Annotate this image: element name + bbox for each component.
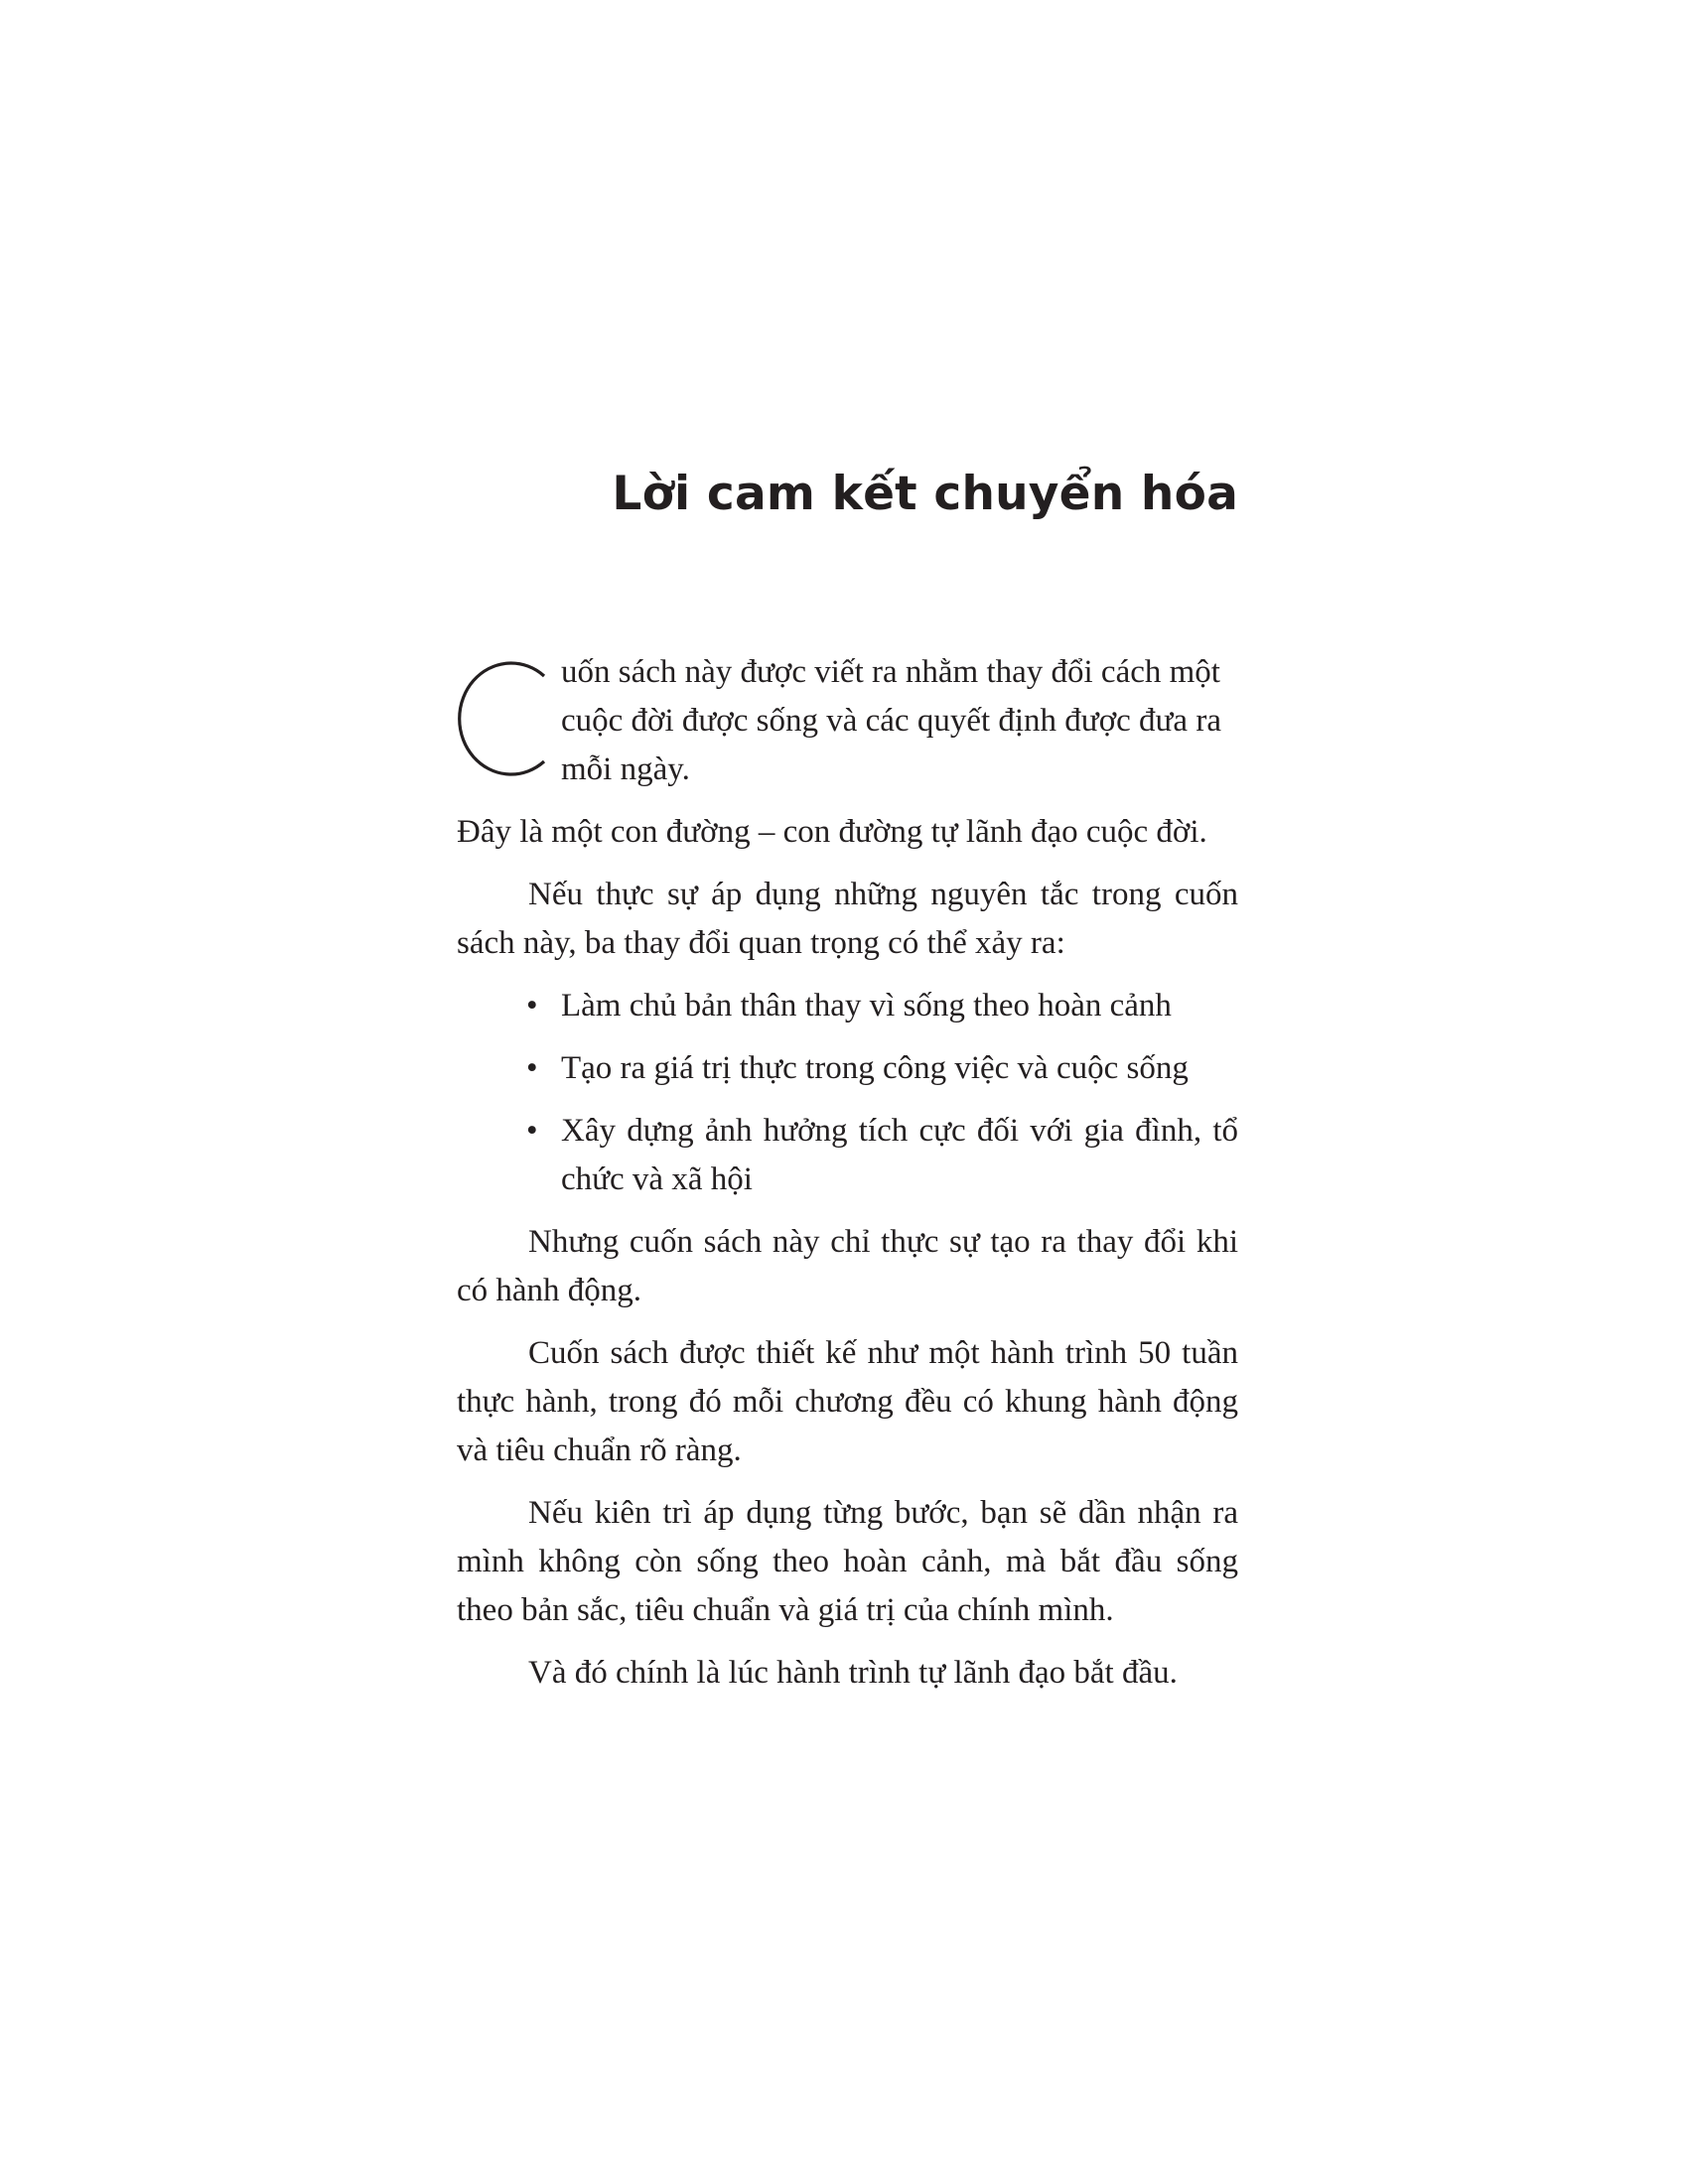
list-item: • Tạo ra giá trị thực trong công việc và cuộc sống [526, 1044, 1238, 1093]
bullet-icon: • [526, 988, 538, 1024]
list-item: • Xây dựng ảnh hưởng tích cực đối với gia đình, tổ chức và xã hội [526, 1107, 1238, 1204]
paragraph-3: Nhưng cuốn sách này chỉ thực sự tạo ra thay đổi khi có hành động. [457, 1224, 1238, 1308]
bullet-icon: • [526, 1113, 538, 1149]
list-item: • Làm chủ bản thân thay vì sống theo hoàn cảnh [526, 982, 1238, 1030]
bullet-icon: • [526, 1050, 538, 1086]
bullet-list [457, 982, 1238, 1204]
paragraph-2: Nếu thực sự áp dụng những nguyên tắc trong cuốn sách này, ba thay đổi quan trọng có thể xảy ra: [457, 877, 1238, 961]
paragraph-1: Đây là một con đường – con đường tự lãnh đạo cuộc đời. [457, 814, 1207, 850]
intro-paragraph [457, 648, 1238, 794]
paragraph-5: Nếu kiên trì áp dụng từng bước, bạn sẽ dần nhận ra mình không còn sống theo hoàn cảnh, mà bắt đầu sống theo bản sắc, tiêu chuẩn và giá trị của chính mình. [457, 1495, 1238, 1628]
drop-cap [453, 654, 552, 783]
intro-text: uốn sách này được viết ra nhằm thay đổi cách một cuộc đời được sống và các quyết định được đưa ra mỗi ngày. [561, 654, 1221, 787]
paragraph-6: Và đó chính là lúc hành trình tự lãnh đạo bắt đầu. [528, 1655, 1178, 1691]
paragraph-4: Cuốn sách được thiết kế như một hành trình 50 tuần thực hành, trong đó mỗi chương đều có khung hành động và tiêu chuẩn rõ ràng. [457, 1335, 1238, 1468]
body-text [457, 648, 1238, 1711]
page-title: Lời cam kết chuyển hóa [612, 467, 1238, 521]
